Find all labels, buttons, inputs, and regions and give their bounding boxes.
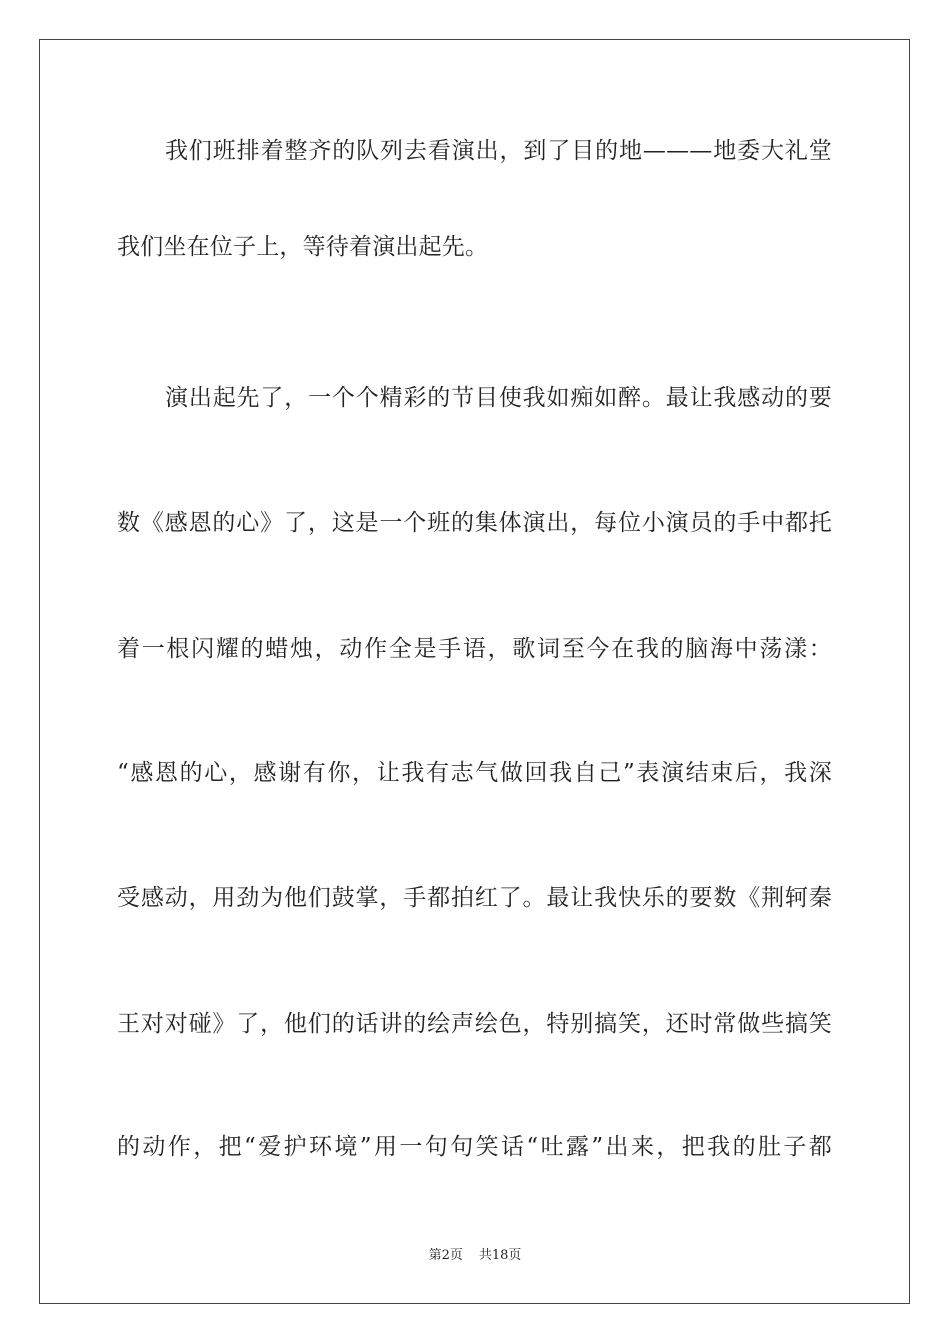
paragraph-line-8: 王对对碰》了，他们的话讲的绘声绘色，特别搞笑，还时常做些搞笑 bbox=[117, 1011, 832, 1037]
paragraph-line-7: 受感动，用劲为他们鼓掌，手都拍红了。最让我快乐的要数《荆轲秦 bbox=[117, 885, 832, 911]
paragraph-line-4: 数《感恩的心》了，这是一个班的集体演出，每位小演员的手中都托 bbox=[117, 510, 832, 536]
page-number: 第2页 bbox=[428, 1248, 463, 1263]
paragraph-line-5: 着一根闪耀的蜡烛，动作全是手语，歌词至今在我的脑海中荡漾： bbox=[117, 636, 832, 662]
paragraph-line-6: “感恩的心，感谢有你，让我有志气做回我自己”表演结束后，我深 bbox=[117, 760, 832, 786]
paragraph-line-1: 我们班排着整齐的队列去看演出，到了目的地———地委大礼堂 bbox=[165, 138, 832, 164]
paragraph-line-3: 演出起先了，一个个精彩的节目使我如痴如醉。最让我感动的要 bbox=[165, 385, 832, 411]
paragraph-line-9: 的动作，把“爱护环境”用一句句笑话“吐露”出来，把我的肚子都 bbox=[117, 1134, 832, 1160]
paragraph-line-2: 我们坐在位子上，等待着演出起先。 bbox=[117, 234, 489, 260]
page-total: 共18页 bbox=[478, 1248, 522, 1263]
page-footer bbox=[0, 1247, 950, 1265]
page-frame bbox=[39, 39, 910, 1304]
